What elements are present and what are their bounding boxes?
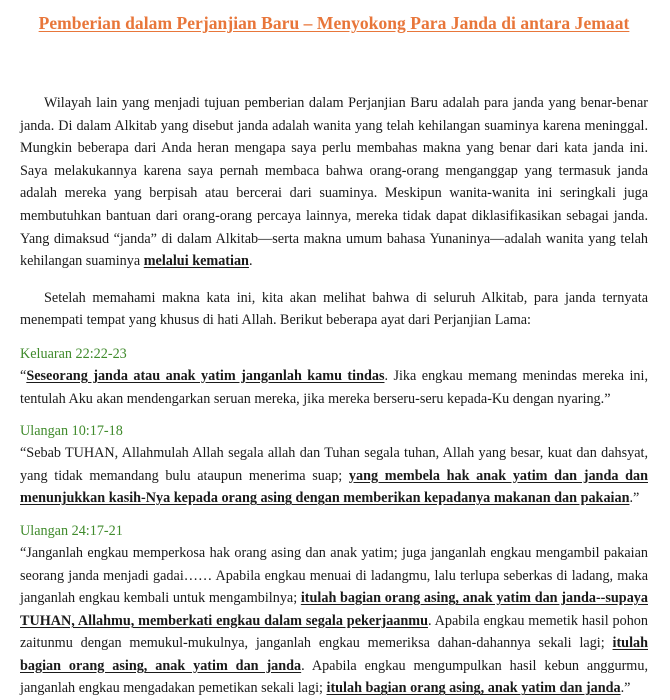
page-title: Pemberian dalam Perjanjian Baru – Menyokong Para Janda di antara Jemaat bbox=[38, 13, 630, 33]
intro-text-end: . bbox=[248, 253, 253, 270]
intro-text: Wilayah lain yang menjadi tujuan pemberian dalam Perjanjian Baru adalah para janda yang benar-benar janda. Di dalam Alkitab yang disebut janda adalah wanita yang telah kehilangan suaminya karena meninggal. Mungkin beberapa dari Anda heran mengapa saya perlu membahas makna yang benar dari kata janda ini. Saya melakukannya karena saya pernah membaca bahwa orang-orang menganggap yang termasuk janda adalah mereka yang berpisah atau bercerai dari suaminya. Meskipun wanita-wanita ini seringkali juga membutuhkan bantuan dari orang-orang percaya lainnya, mereka tidak dapat diklasifikasikan sebagai janda. Yang dimaksud “janda” di dalam Alkitab—serta makna umum bahasa Yunaninya—adalah wanita yang telah kehilangan suaminya bbox=[20, 95, 648, 270]
quote-segment: . Jika engkau memang menindas mereka ini, tentulah Aku akan mendengarkan seruan mereka, jika mereka berseru-seru kepada-Ku dengan nyaring.” bbox=[20, 367, 648, 407]
quote-emphasis: itulah bagian orang asing, anak yatim dan janda bbox=[20, 635, 648, 674]
quote-segment: . Apabila engkau memetik hasil pohon zaitunmu dengan memukul-mukulnya, janganlah engkau memeriksa dahan-dahannya sekali lagi; bbox=[20, 612, 648, 652]
verse-reference-ulangan-24: Ulangan 24:17-21 bbox=[20, 522, 123, 539]
intro-paragraph bbox=[20, 92, 648, 273]
verse-quote-ulangan-24 bbox=[20, 542, 648, 700]
quote-segment: .” bbox=[620, 680, 631, 697]
verse-quote-ulangan-10 bbox=[20, 442, 648, 510]
quote-segment: “Sebab TUHAN, Allahmulah Allah segala allah dan Tuhan segala tuhan, Allah yang besar, kuat dan dahsyat, yang tidak memandang bulu ataupun menerima suap; bbox=[20, 445, 648, 484]
quote-emphasis: itulah bagian orang asing, anak yatim dan janda bbox=[326, 680, 621, 697]
verse-quote-keluaran bbox=[20, 365, 648, 410]
verse-reference-keluaran: Keluaran 22:22-23 bbox=[20, 345, 127, 362]
quote-emphasis: yang membela hak anak yatim dan janda dan menunjukkan kasih-Nya kepada orang asing dengan memberikan kepadanya makanan dan pakaian bbox=[20, 467, 648, 507]
quote-segment: “ bbox=[20, 367, 27, 384]
intro-emphasis: melalui kematian bbox=[143, 253, 249, 270]
quote-emphasis: itulah bagian orang asing, anak yatim dan janda--supaya TUHAN, Allahmu, memberkati engkau dalam segala pekerjaanmu bbox=[20, 590, 648, 629]
verse-reference-ulangan-10: Ulangan 10:17-18 bbox=[20, 423, 123, 440]
quote-segment: .” bbox=[629, 490, 640, 507]
quote-emphasis: Seseorang janda atau anak yatim janganlah kamu tindas bbox=[26, 367, 385, 384]
quote-segment: . Apabila engkau mengumpulkan hasil kebun anggurmu, janganlah engkau mengadakan pemetikan sekali lagi; bbox=[20, 657, 648, 697]
quote-segment: “Janganlah engkau memperkosa hak orang asing dan anak yatim; juga janganlah engkau mengambil pakaian seorang janda menjadi gadai…… Apabila engkau menuai di ladangmu, lalu terlupa seberkas di ladang, maka janganlah engkau kembali untuk mengambilnya; bbox=[20, 544, 648, 607]
second-paragraph: Setelah memahami makna kata ini, kita akan melihat bahwa di seluruh Alkitab, para janda ternyata menempati tempat yang khusus di hati Allah. Berikut beberapa ayat dari Perjanjian Lama: bbox=[20, 289, 648, 329]
